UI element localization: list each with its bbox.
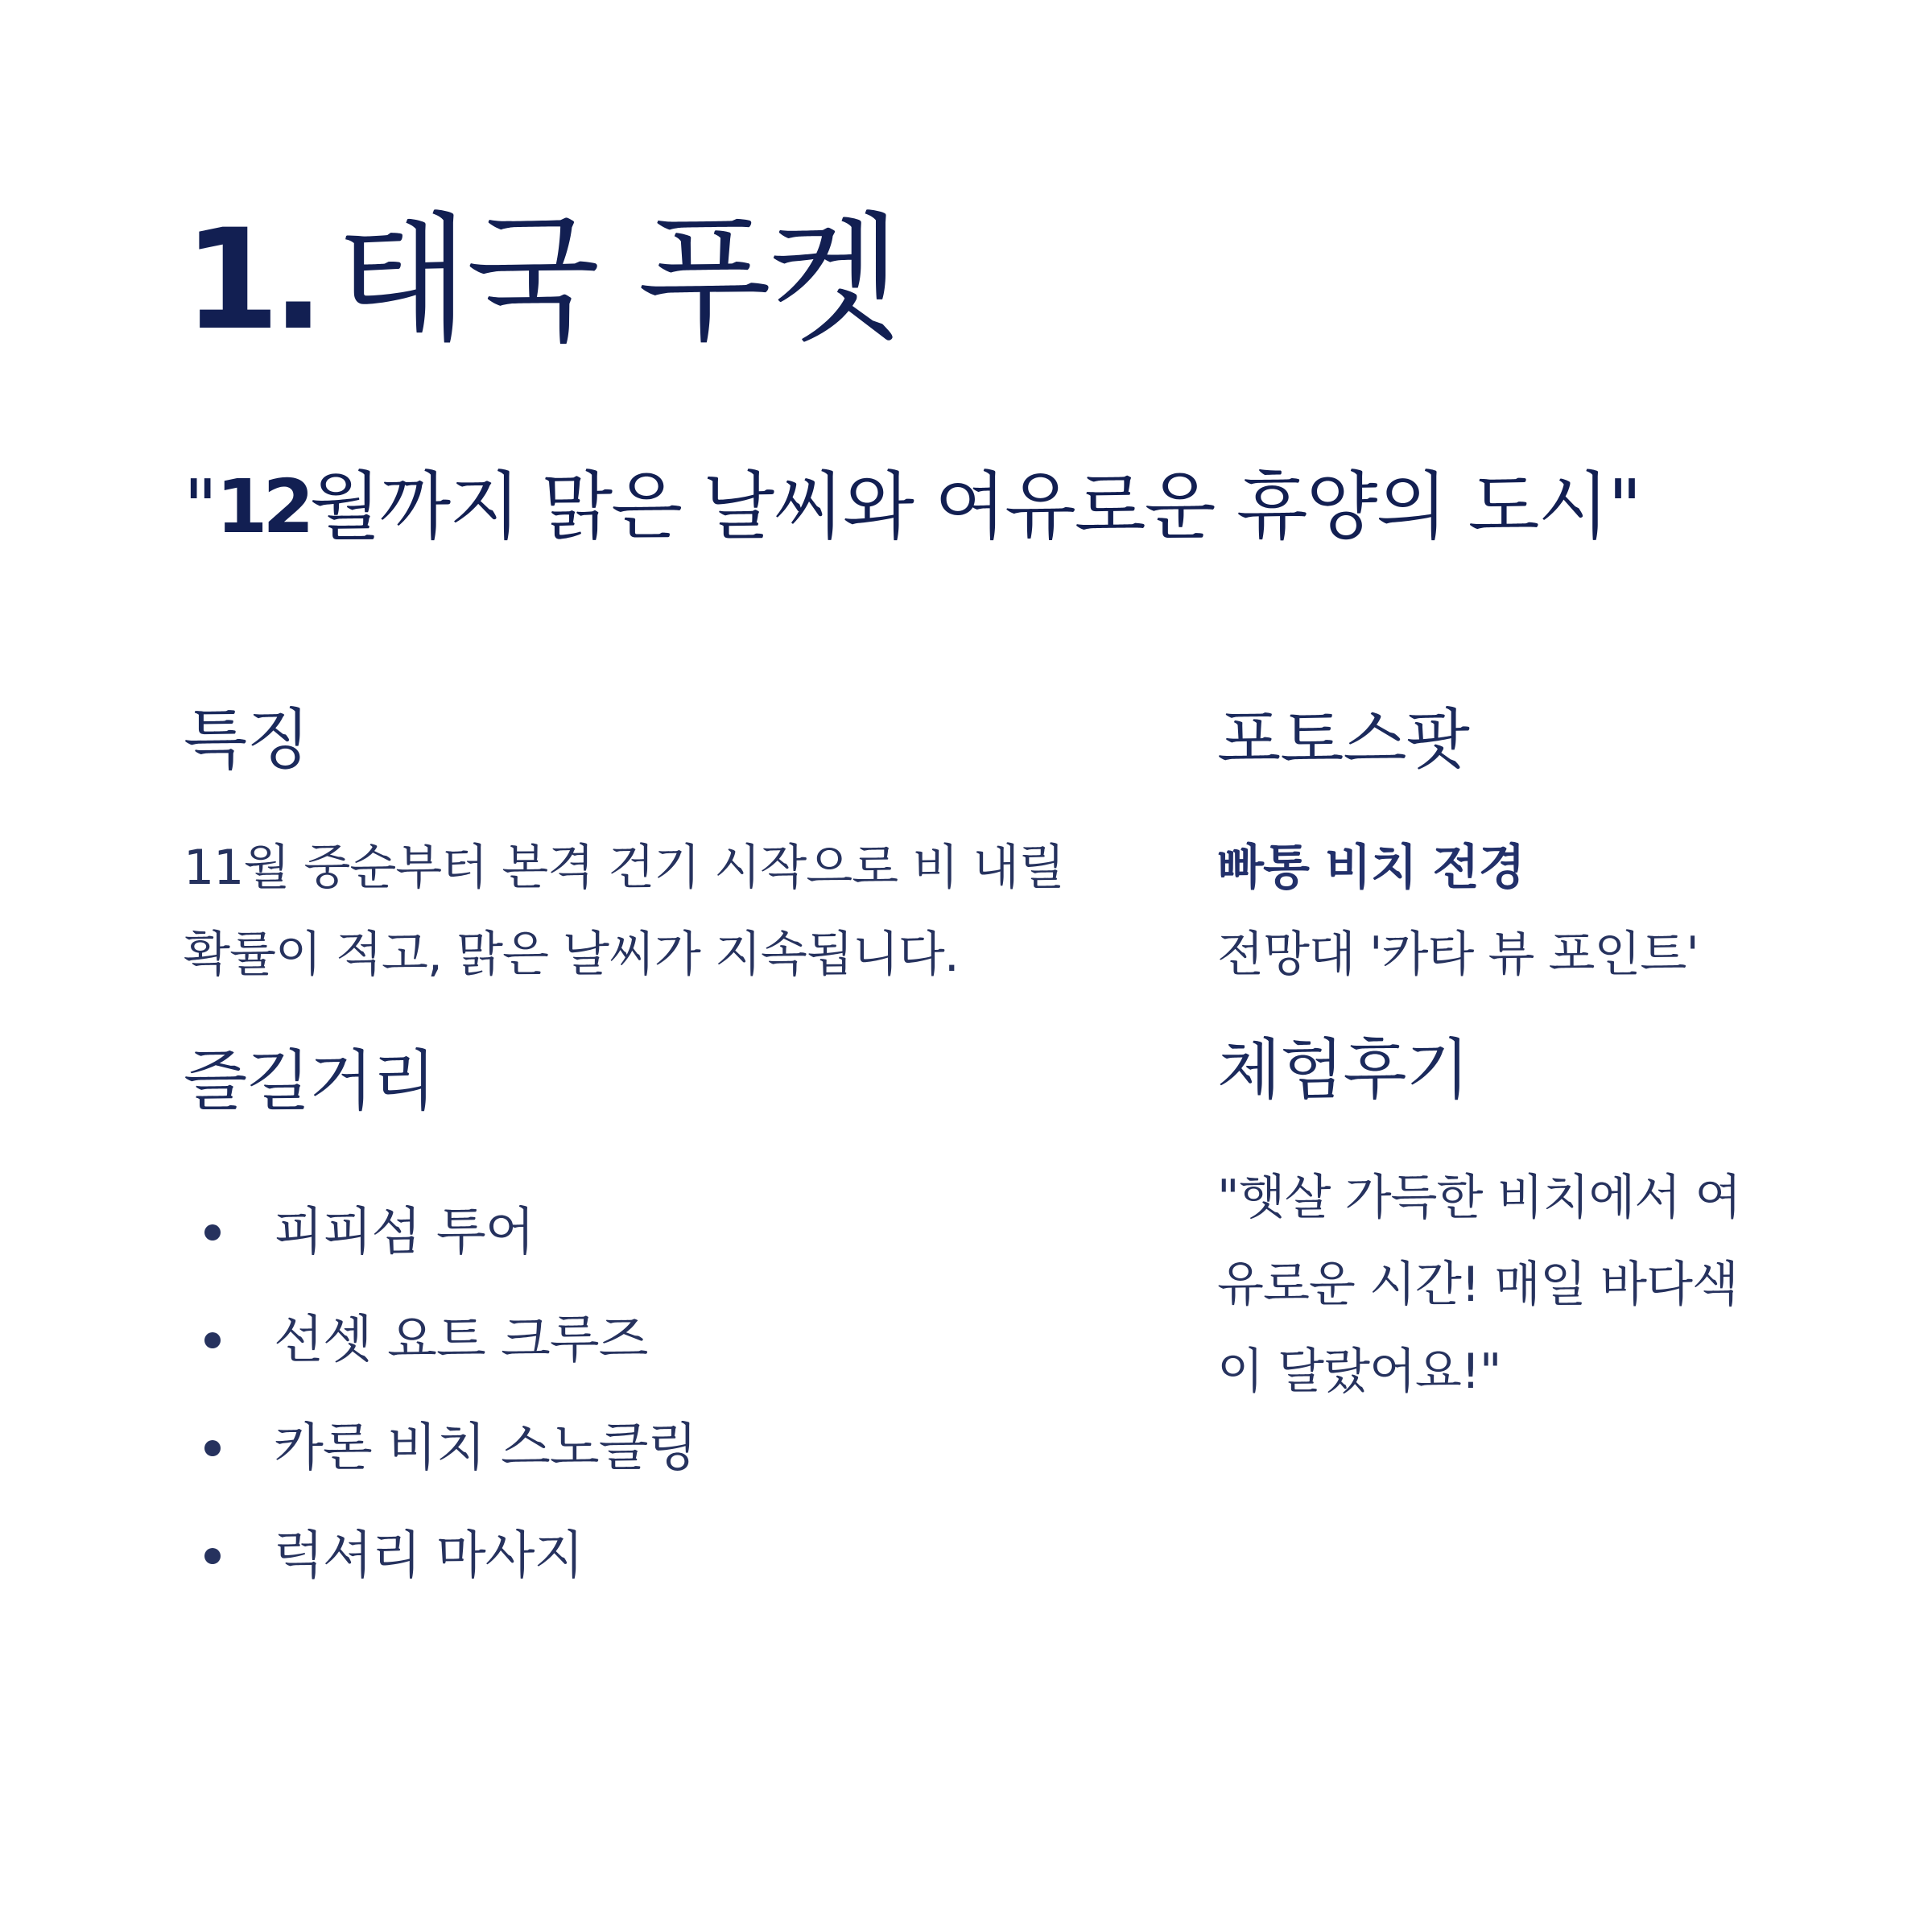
review-text: "햇살 가득한 비치에서 여유로운 시간! 매일 바다색이 달랐어요!" xyxy=(1217,1170,1741,1400)
title-text: 태국 푸켓 xyxy=(336,199,899,361)
activity-label: 선셋 요트 크루즈 xyxy=(274,1311,648,1370)
photo-spot-heading: 포토스팟 xyxy=(1217,702,1469,778)
right-column xyxy=(1217,692,1781,1415)
bullet-icon xyxy=(204,1332,221,1348)
activity-item xyxy=(184,1179,1093,1286)
features-text: 11월 중순부터 본격 건기 시작으로 비 내릴 확률이 적고, 맑은 날씨가 지속됩니다. xyxy=(184,840,1065,983)
review-heading: 체험후기 xyxy=(1217,1032,1469,1108)
left-column xyxy=(184,692,1093,1610)
subtitle-number: 12 xyxy=(216,464,310,550)
activity-label: 피피섬 투어 xyxy=(274,1203,535,1262)
bullet-icon xyxy=(204,1440,221,1456)
activities-heading: 즐길거리 xyxy=(184,1043,436,1120)
activity-item xyxy=(184,1502,1093,1610)
subtitle xyxy=(184,459,1641,555)
features-heading: 특징 xyxy=(184,702,310,778)
subtitle-open-quote: " xyxy=(184,464,217,550)
activity-label: 카론 비치 스노클링 xyxy=(274,1418,697,1478)
title-number: 1. xyxy=(184,199,317,361)
photo-spot-description: 전망대 '카타 뷰 포인트' xyxy=(1217,927,1699,983)
bullet-icon xyxy=(204,1224,221,1241)
page-title xyxy=(184,200,898,361)
subtitle-text: 월까지 맑은 날씨와 여유로운 휴양의 도시" xyxy=(309,464,1641,550)
activity-item xyxy=(184,1286,1093,1394)
activities-list xyxy=(184,1179,1093,1610)
activity-label: 럭셔리 마사지 xyxy=(274,1526,584,1586)
photo-spot-name: 빠통 비치 전경 xyxy=(1217,840,1525,896)
activity-item xyxy=(184,1394,1093,1502)
bullet-icon xyxy=(204,1548,221,1564)
